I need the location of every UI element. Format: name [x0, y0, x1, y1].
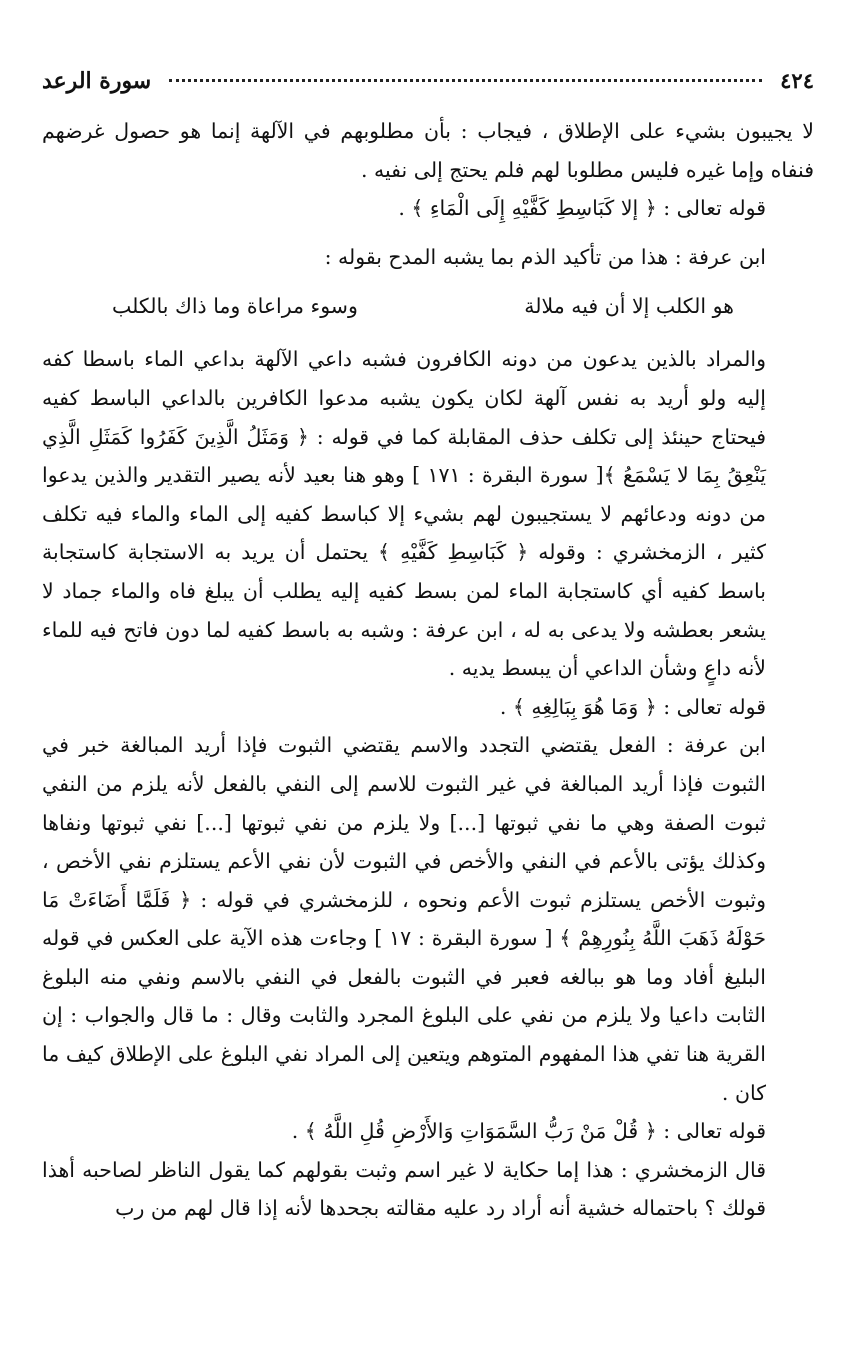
quran-quote-heading: قوله تعالى : ﴿ قُلْ مَنْ رَبُّ السَّمَوَاتِ وَالأَرْضِ قُلِ اللَّهُ ﴾ .	[291, 1119, 766, 1144]
header-dotted-rule	[169, 79, 762, 82]
verse-hemistich-second: وسوء مراعاة وما ذاك بالكلب	[112, 294, 358, 319]
quran-quote-heading: قوله تعالى : ﴿ إلا كَبَاسِطِ كَفَّيْهِ إِلَى الْمَاءِ ﴾ .	[398, 196, 766, 221]
verse-hemistich-first: هو الكلب إلا أن فيه ملالة	[524, 294, 734, 319]
poetry-verse	[42, 286, 814, 326]
page-header	[42, 68, 814, 112]
surah-title: سورة الرعد	[42, 68, 152, 94]
paragraph-continuation: لا يجيبون بشيء على الإطلاق ، فيجاب : بأن مطلوبهم في الآلهة إنما هو حصول غرضهم فنفاه وإما غيره فليس مطلوبا لهم فلم يحتج إلى نفيه .	[42, 119, 814, 182]
commentary-intro: ابن عرفة : هذا من تأكيد الذم بما يشبه المدح بقوله :	[324, 244, 766, 269]
paragraph-commentary: والمراد بالذين يدعون من دونه الكافرون فشبه داعي الآلهة بداعي الماء باسطا كفه إليه ولو أريد به نفس آلهة لكان يكون يشبه مدعوا الكافرين بالداعي الباسط كفيه فيحتاج حينئذ إلى تكلف حذف المقابلة كما في قوله : ﴿ وَمَثَلُ الَّذِينَ كَفَرُوا كَمَثَلِ الَّذِي يَنْعِقُ بِمَا لا يَسْمَعُ ﴾[ سورة البقرة : ١٧١ ] وهو هنا بعيد لأنه يصير التقدير والذين يدعوا من دونه ودعائهم لا يستجيبون لهم بشيء إلا كباسط كفيه إلى الماء والماء فيه تكلف كثير ، الزمخشري : وقوله ﴿ كَبَاسِطِ كَفَّيْهِ ﴾ يحتمل أن يريد به الاستجابة كاستجابة باسط كفيه أي كاستجابة الماء لمن بسط كفيه إليه يطلب أن يبلغ فاه والماء جماد لا يشعر بعطشه ولا يدعى به له ، ابن عرفة : وشبه به باسط كفيه لما دون فاتح فيه للماء لأنه داعٍ وشأن الداعي أن يبسط يديه .	[42, 347, 766, 681]
page-number: ٤٢٤	[780, 68, 814, 93]
quran-quote-heading: قوله تعالى : ﴿ وَمَا هُوَ بِبَالِغِهِ ﴾ .	[499, 694, 766, 719]
paragraph-commentary: ابن عرفة : الفعل يقتضي التجدد والاسم يقتضي الثبوت فإذا أريد المبالغة خبر في الثبوت فإذا أريد المبالغة في غير الثبوت للاسم إلى النفي بالفعل لأنه يلزم من النفي ثبوت الصفة وهي ما نفي ثبوتها [...] ولا يلزم من نفي ثبوتها [...] نفي ثبوتها ونفاها وكذلك يؤتى بالأعم في النفي والأخص في الثبوت لأن نفي الأعم يستلزم نفي الأخص ، وثبوت الأخص يستلزم ثبوت الأعم ونحوه ، للزمخشري في قوله : ﴿ فَلَمَّا أَضَاءَتْ مَا حَوْلَهُ ذَهَبَ اللَّهُ بِنُورِهِمْ ﴾ [ سورة البقرة : ١٧ ] وجاءت هذه الآية على العكس في قوله البليغ أفاد وما هو ببالغه فعبر في الثبوت بالفعل في النفي بالاسم ونفي منه البلوغ الثابت داعيا ولا يلزم من نفي على البلوغ المجرد والثابت وقال : ما قال والجواب : إن القرية هنا تفي هذا المفهوم المتوهم ويتعين إلى المراد نفي البلوغ على الإطلاق كيف ما كان .	[42, 733, 766, 1105]
paragraph-commentary: قال الزمخشري : هذا إما حكاية لا غير اسم وثبت بقولهم كما يقول الناظر لصاحبه أهذا قولك ؟ باحتماله خشية أنه أراد رد عليه مقالته بجحدها لأنه إذا قال لهم من رب	[42, 1157, 766, 1221]
